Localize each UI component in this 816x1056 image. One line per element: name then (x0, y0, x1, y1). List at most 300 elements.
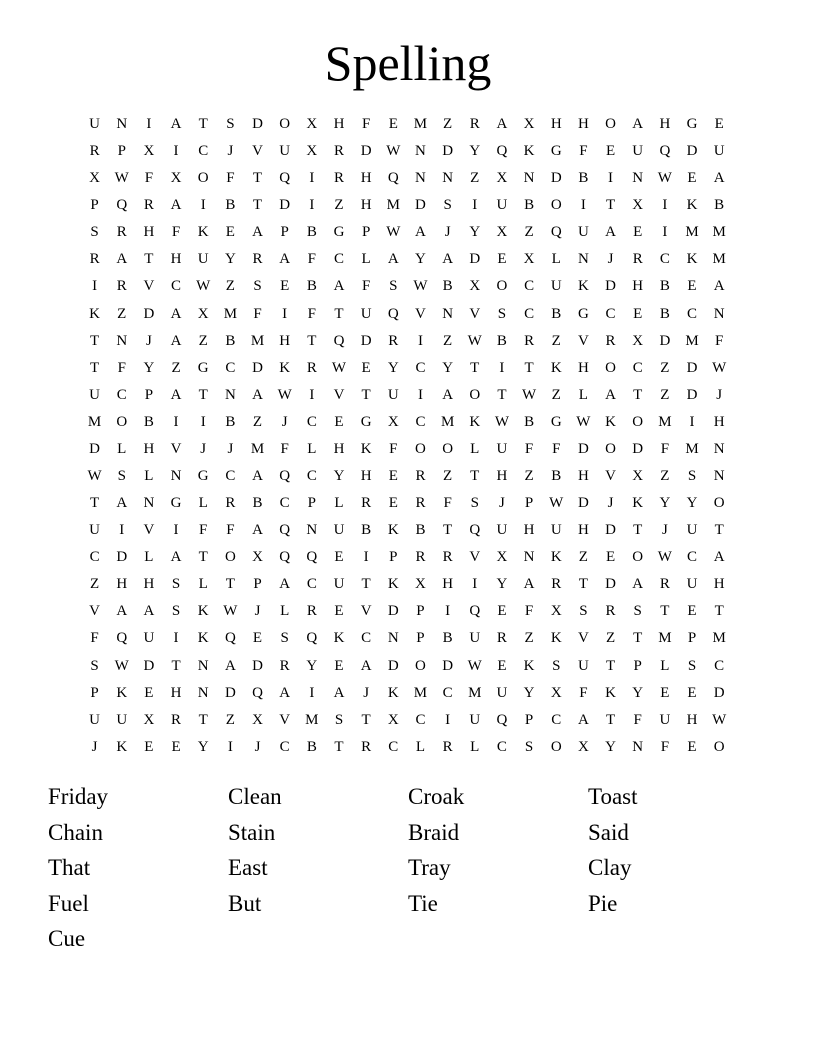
grid-cell[interactable]: P (524, 711, 534, 728)
grid-cell[interactable]: N (116, 116, 128, 132)
grid-cell[interactable]: T (225, 576, 235, 593)
grid-cell[interactable]: C (687, 305, 698, 322)
grid-cell[interactable]: G (197, 468, 209, 485)
grid-cell[interactable]: X (632, 332, 644, 349)
grid-cell[interactable]: Y (442, 359, 454, 376)
grid-cell[interactable]: C (605, 305, 616, 322)
grid-cell[interactable]: C (687, 549, 698, 566)
grid-cell[interactable]: H (279, 332, 291, 349)
grid-cell[interactable]: G (550, 143, 562, 160)
grid-cell[interactable]: A (224, 657, 236, 674)
grid-cell[interactable]: T (578, 576, 588, 593)
grid-cell[interactable]: I (282, 305, 288, 322)
grid-cell[interactable]: U (333, 522, 345, 539)
grid-cell[interactable]: T (605, 711, 616, 728)
grid-cell[interactable]: P (117, 143, 126, 160)
grid-cell[interactable]: O (197, 170, 209, 187)
grid-cell[interactable]: R (469, 116, 480, 132)
grid-cell[interactable]: N (442, 170, 454, 187)
grid-cell[interactable]: C (361, 630, 372, 647)
grid-cell[interactable]: T (470, 468, 480, 485)
grid-cell[interactable]: X (197, 305, 209, 322)
grid-cell[interactable]: U (496, 440, 508, 457)
grid-cell[interactable]: C (89, 549, 100, 566)
grid-cell[interactable]: R (306, 359, 317, 376)
grid-cell[interactable]: R (171, 711, 182, 728)
grid-cell[interactable]: F (307, 251, 316, 268)
grid-cell[interactable]: C (551, 711, 562, 728)
grid-cell[interactable]: N (523, 170, 535, 187)
grid-cell[interactable]: C (225, 359, 236, 376)
grid-cell[interactable]: A (252, 522, 263, 539)
grid-cell[interactable]: S (280, 630, 289, 647)
grid-cell[interactable]: V (577, 630, 589, 647)
grid-cell[interactable]: X (252, 711, 263, 728)
grid-cell[interactable]: K (550, 359, 562, 376)
grid-cell[interactable]: N (523, 549, 535, 566)
grid-cell[interactable]: U (496, 684, 508, 701)
grid-cell[interactable]: U (469, 630, 481, 647)
grid-cell[interactable]: I (119, 522, 125, 539)
grid-cell[interactable]: W (549, 495, 564, 512)
grid-cell[interactable]: U (577, 224, 589, 241)
grid-cell[interactable]: W (467, 657, 482, 674)
grid-cell[interactable]: Q (387, 305, 399, 322)
grid-cell[interactable]: N (170, 468, 182, 485)
grid-cell[interactable]: X (252, 549, 263, 566)
grid-cell[interactable]: N (143, 495, 155, 512)
grid-cell[interactable]: W (413, 278, 428, 295)
grid-cell[interactable]: Z (252, 413, 263, 430)
grid-cell[interactable]: P (687, 630, 697, 647)
grid-cell[interactable]: L (334, 495, 344, 512)
grid-cell[interactable]: D (605, 576, 616, 593)
grid-cell[interactable]: M (712, 224, 726, 241)
grid-cell[interactable]: F (253, 305, 262, 322)
grid-cell[interactable]: W (114, 657, 129, 674)
grid-cell[interactable]: C (714, 657, 725, 674)
grid-cell[interactable]: O (442, 440, 454, 457)
grid-cell[interactable]: X (89, 170, 100, 187)
grid-cell[interactable]: B (551, 305, 562, 322)
grid-cell[interactable]: V (469, 305, 481, 322)
grid-cell[interactable]: F (90, 630, 99, 647)
grid-cell[interactable]: X (577, 738, 589, 755)
grid-cell[interactable]: E (605, 143, 616, 160)
grid-cell[interactable]: R (225, 495, 236, 512)
grid-cell[interactable]: M (223, 305, 238, 322)
grid-cell[interactable]: E (144, 684, 154, 701)
grid-cell[interactable]: U (89, 386, 100, 403)
grid-cell[interactable]: Y (469, 224, 481, 241)
grid-cell[interactable]: W (712, 359, 727, 376)
grid-cell[interactable]: U (197, 251, 209, 268)
grid-cell[interactable]: H (143, 576, 155, 593)
grid-cell[interactable]: A (333, 684, 345, 701)
grid-cell[interactable]: A (116, 603, 128, 620)
grid-cell[interactable]: C (632, 359, 643, 376)
grid-cell[interactable]: T (714, 603, 724, 620)
grid-cell[interactable]: Z (524, 468, 534, 485)
grid-cell[interactable]: W (657, 549, 672, 566)
grid-cell[interactable]: Q (659, 143, 671, 160)
grid-cell[interactable]: K (89, 305, 100, 322)
grid-cell[interactable]: Y (496, 576, 508, 593)
grid-cell[interactable]: Z (171, 359, 181, 376)
grid-cell[interactable]: J (200, 440, 207, 457)
grid-cell[interactable]: Q (116, 197, 128, 214)
grid-cell[interactable]: F (199, 522, 208, 539)
grid-cell[interactable]: D (713, 684, 725, 701)
grid-cell[interactable]: S (171, 576, 181, 593)
grid-cell[interactable]: O (605, 359, 616, 376)
grid-cell[interactable]: V (577, 332, 589, 349)
grid-cell[interactable]: B (442, 630, 453, 647)
grid-cell[interactable]: W (277, 386, 292, 403)
grid-cell[interactable]: V (143, 278, 155, 295)
grid-cell[interactable]: N (577, 251, 589, 268)
grid-cell[interactable]: C (171, 278, 182, 295)
grid-cell[interactable]: K (197, 603, 209, 620)
grid-cell[interactable]: U (496, 522, 508, 539)
grid-cell[interactable]: J (91, 738, 98, 755)
grid-cell[interactable]: P (307, 495, 316, 512)
grid-cell[interactable]: W (114, 170, 129, 187)
grid-cell[interactable]: Y (224, 251, 236, 268)
grid-cell[interactable]: X (143, 711, 155, 728)
grid-cell[interactable]: Z (660, 359, 670, 376)
grid-cell[interactable]: R (496, 630, 507, 647)
grid-cell[interactable]: H (496, 468, 508, 485)
grid-cell[interactable]: B (225, 197, 236, 214)
grid-cell[interactable]: Y (387, 359, 399, 376)
grid-cell[interactable]: C (306, 576, 317, 593)
grid-cell[interactable]: Y (523, 684, 535, 701)
grid-cell[interactable]: P (253, 576, 262, 593)
grid-cell[interactable]: O (415, 440, 426, 457)
grid-cell[interactable]: W (386, 224, 401, 241)
grid-cell[interactable]: F (660, 738, 670, 755)
grid-cell[interactable]: L (470, 440, 480, 457)
grid-cell[interactable]: L (198, 495, 208, 512)
grid-cell[interactable]: P (524, 495, 534, 512)
grid-cell[interactable]: P (633, 657, 642, 674)
grid-cell[interactable]: M (413, 116, 428, 132)
grid-cell[interactable]: K (333, 630, 345, 647)
grid-cell[interactable]: R (388, 332, 399, 349)
grid-cell[interactable]: E (660, 684, 670, 701)
grid-cell[interactable]: A (252, 224, 263, 241)
grid-cell[interactable]: H (170, 251, 182, 268)
grid-cell[interactable]: C (496, 738, 507, 755)
grid-cell[interactable]: E (605, 549, 616, 566)
grid-cell[interactable]: J (661, 522, 668, 539)
grid-cell[interactable]: R (415, 468, 426, 485)
grid-cell[interactable]: H (333, 440, 345, 457)
grid-cell[interactable]: O (713, 495, 725, 512)
grid-cell[interactable]: N (387, 630, 399, 647)
grid-cell[interactable]: V (605, 468, 616, 485)
grid-cell[interactable]: C (415, 359, 426, 376)
grid-cell[interactable]: U (496, 197, 508, 214)
grid-cell[interactable]: B (306, 738, 317, 755)
grid-cell[interactable]: P (416, 630, 425, 647)
grid-cell[interactable]: J (254, 738, 261, 755)
grid-cell[interactable]: M (87, 413, 102, 430)
grid-cell[interactable]: D (279, 197, 291, 214)
grid-cell[interactable]: D (252, 657, 263, 674)
grid-cell[interactable]: T (89, 332, 100, 349)
grid-cell[interactable]: D (360, 332, 372, 349)
grid-cell[interactable]: W (223, 603, 238, 620)
grid-cell[interactable]: N (415, 143, 426, 160)
grid-cell[interactable]: G (197, 359, 209, 376)
grid-cell[interactable]: Q (252, 684, 263, 701)
grid-cell[interactable]: C (333, 251, 344, 268)
grid-cell[interactable]: X (632, 468, 644, 485)
grid-cell[interactable]: T (89, 359, 100, 376)
grid-cell[interactable]: A (279, 251, 291, 268)
grid-cell[interactable]: C (415, 711, 426, 728)
grid-cell[interactable]: W (87, 468, 102, 485)
grid-cell[interactable]: M (658, 413, 672, 430)
grid-cell[interactable]: A (713, 170, 725, 187)
grid-cell[interactable]: T (198, 116, 208, 132)
grid-cell[interactable]: D (659, 332, 671, 349)
grid-cell[interactable]: X (387, 413, 399, 430)
grid-cell[interactable]: Y (415, 251, 426, 268)
grid-cell[interactable]: B (496, 332, 507, 349)
grid-cell[interactable]: M (685, 440, 699, 457)
grid-cell[interactable]: A (415, 224, 426, 241)
grid-cell[interactable]: D (387, 657, 399, 674)
grid-cell[interactable]: I (173, 522, 179, 539)
grid-cell[interactable]: U (577, 657, 589, 674)
grid-cell[interactable]: H (659, 116, 671, 132)
grid-cell[interactable]: H (333, 116, 345, 132)
grid-cell[interactable]: S (171, 603, 181, 620)
grid-cell[interactable]: B (551, 468, 562, 485)
grid-cell[interactable]: X (496, 170, 508, 187)
grid-cell[interactable]: I (689, 413, 695, 430)
grid-cell[interactable]: P (361, 224, 371, 241)
grid-cell[interactable]: A (523, 576, 535, 593)
grid-cell[interactable]: A (605, 386, 616, 403)
grid-cell[interactable]: L (660, 657, 670, 674)
grid-cell[interactable]: O (116, 413, 128, 430)
grid-cell[interactable]: O (550, 738, 562, 755)
grid-cell[interactable]: K (387, 522, 399, 539)
grid-cell[interactable]: Z (89, 576, 100, 593)
grid-cell[interactable]: A (713, 549, 725, 566)
grid-cell[interactable]: U (89, 116, 100, 132)
grid-cell[interactable]: V (360, 603, 372, 620)
grid-cell[interactable]: S (633, 603, 642, 620)
grid-cell[interactable]: Y (333, 468, 345, 485)
grid-cell[interactable]: R (415, 495, 426, 512)
grid-cell[interactable]: D (116, 549, 128, 566)
grid-cell[interactable]: H (577, 468, 589, 485)
grid-cell[interactable]: E (334, 549, 344, 566)
grid-cell[interactable]: R (415, 549, 426, 566)
grid-cell[interactable]: W (196, 278, 211, 295)
grid-cell[interactable]: H (713, 413, 725, 430)
grid-cell[interactable]: S (552, 657, 561, 674)
grid-cell[interactable]: X (306, 116, 318, 132)
grid-cell[interactable]: E (334, 657, 344, 674)
grid-cell[interactable]: F (579, 684, 588, 701)
grid-cell[interactable]: K (116, 738, 128, 755)
grid-cell[interactable]: I (472, 576, 478, 593)
grid-cell[interactable]: A (279, 576, 291, 593)
grid-cell[interactable]: E (388, 468, 398, 485)
grid-cell[interactable]: W (331, 359, 347, 376)
grid-cell[interactable]: J (363, 684, 370, 701)
grid-cell[interactable]: Q (306, 630, 318, 647)
grid-cell[interactable]: P (90, 684, 99, 701)
grid-cell[interactable]: I (417, 332, 423, 349)
grid-cell[interactable]: V (143, 522, 155, 539)
grid-cell[interactable]: Q (116, 630, 128, 647)
grid-cell[interactable]: K (387, 576, 399, 593)
grid-cell[interactable]: D (143, 657, 155, 674)
grid-cell[interactable]: U (550, 278, 562, 295)
grid-cell[interactable]: E (497, 657, 507, 674)
grid-cell[interactable]: E (687, 278, 697, 295)
grid-cell[interactable]: Y (469, 143, 481, 160)
grid-cell[interactable]: M (712, 630, 726, 647)
grid-cell[interactable]: W (712, 711, 727, 728)
grid-cell[interactable]: O (713, 738, 725, 755)
grid-cell[interactable]: Z (334, 197, 344, 214)
grid-cell[interactable]: E (334, 603, 344, 620)
grid-cell[interactable]: L (551, 251, 561, 268)
grid-cell[interactable]: E (280, 278, 290, 295)
grid-cell[interactable]: H (360, 468, 372, 485)
grid-cell[interactable]: X (523, 116, 535, 132)
grid-cell[interactable]: T (443, 522, 453, 539)
grid-cell[interactable]: Z (443, 332, 453, 349)
grid-cell[interactable]: R (116, 278, 127, 295)
grid-cell[interactable]: R (632, 251, 643, 268)
grid-cell[interactable]: V (170, 440, 182, 457)
grid-cell[interactable]: Q (550, 224, 562, 241)
grid-cell[interactable]: U (116, 711, 128, 728)
grid-cell[interactable]: X (306, 143, 318, 160)
grid-cell[interactable]: R (306, 603, 317, 620)
grid-cell[interactable]: L (361, 251, 371, 268)
grid-cell[interactable]: A (632, 576, 644, 593)
grid-cell[interactable]: A (387, 251, 399, 268)
grid-cell[interactable]: E (334, 413, 344, 430)
grid-cell[interactable]: O (550, 197, 562, 214)
grid-cell[interactable]: I (499, 359, 505, 376)
grid-cell[interactable]: H (577, 116, 589, 132)
grid-cell[interactable]: R (551, 576, 562, 593)
grid-cell[interactable]: B (361, 522, 372, 539)
grid-cell[interactable]: K (577, 278, 589, 295)
grid-cell[interactable]: R (605, 603, 616, 620)
grid-cell[interactable]: I (92, 278, 98, 295)
grid-cell[interactable]: R (605, 332, 616, 349)
grid-cell[interactable]: N (197, 684, 209, 701)
grid-cell[interactable]: M (685, 332, 699, 349)
grid-cell[interactable]: W (386, 143, 401, 160)
grid-cell[interactable]: I (173, 143, 179, 160)
grid-cell[interactable]: D (252, 116, 263, 132)
grid-cell[interactable]: N (116, 332, 128, 349)
grid-cell[interactable]: J (607, 251, 614, 268)
grid-cell[interactable]: O (632, 549, 644, 566)
grid-cell[interactable]: U (550, 522, 562, 539)
grid-cell[interactable]: C (415, 413, 426, 430)
grid-cell[interactable]: O (632, 413, 644, 430)
grid-cell[interactable]: N (306, 522, 318, 539)
grid-cell[interactable]: C (524, 305, 535, 322)
grid-cell[interactable]: T (334, 738, 344, 755)
grid-cell[interactable]: L (198, 576, 208, 593)
grid-cell[interactable]: D (89, 440, 100, 457)
grid-cell[interactable]: N (442, 305, 454, 322)
grid-cell[interactable]: S (497, 305, 507, 322)
grid-cell[interactable]: Z (578, 549, 588, 566)
grid-cell[interactable]: Q (306, 549, 318, 566)
grid-cell[interactable]: T (361, 711, 371, 728)
grid-cell[interactable]: M (386, 197, 400, 214)
grid-cell[interactable]: T (605, 197, 616, 214)
grid-cell[interactable]: B (415, 522, 426, 539)
grid-cell[interactable]: I (200, 197, 206, 214)
grid-cell[interactable]: B (659, 278, 670, 295)
grid-cell[interactable]: V (89, 603, 100, 620)
grid-cell[interactable]: R (442, 549, 453, 566)
grid-cell[interactable]: B (306, 278, 317, 295)
grid-cell[interactable]: M (250, 332, 265, 349)
grid-cell[interactable]: F (660, 440, 670, 457)
grid-cell[interactable]: D (686, 359, 698, 376)
grid-cell[interactable]: H (523, 522, 535, 539)
grid-cell[interactable]: L (307, 440, 317, 457)
grid-cell[interactable]: C (306, 468, 317, 485)
grid-cell[interactable]: A (116, 251, 128, 268)
grid-cell[interactable]: W (657, 170, 672, 187)
grid-cell[interactable]: E (171, 738, 181, 755)
grid-cell[interactable]: W (521, 386, 537, 403)
grid-cell[interactable]: T (605, 657, 616, 674)
grid-cell[interactable]: E (361, 359, 371, 376)
grid-cell[interactable]: F (361, 116, 371, 132)
grid-cell[interactable]: Q (496, 143, 508, 160)
grid-cell[interactable]: E (497, 603, 507, 620)
grid-cell[interactable]: F (633, 711, 642, 728)
grid-cell[interactable]: R (143, 197, 154, 214)
grid-cell[interactable]: C (306, 413, 317, 430)
grid-cell[interactable]: J (716, 386, 723, 403)
grid-cell[interactable]: F (280, 440, 289, 457)
grid-cell[interactable]: U (469, 711, 481, 728)
grid-cell[interactable]: J (145, 332, 152, 349)
grid-cell[interactable]: H (116, 576, 128, 593)
grid-cell[interactable]: Z (524, 224, 534, 241)
grid-cell[interactable]: A (713, 278, 725, 295)
grid-cell[interactable]: W (576, 413, 591, 430)
grid-cell[interactable]: U (713, 143, 725, 160)
grid-cell[interactable]: I (309, 197, 315, 214)
grid-cell[interactable]: Z (660, 468, 670, 485)
grid-cell[interactable]: Z (551, 332, 561, 349)
grid-cell[interactable]: Q (279, 549, 291, 566)
grid-cell[interactable]: B (524, 197, 535, 214)
